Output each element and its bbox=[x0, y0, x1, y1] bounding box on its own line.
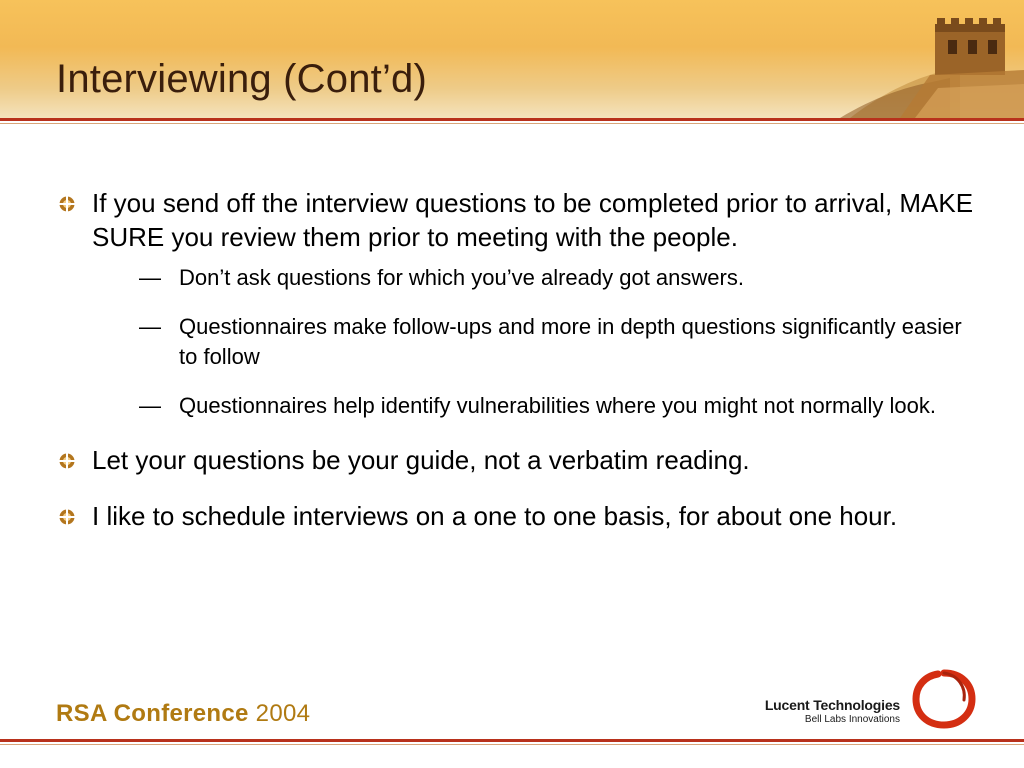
great-wall-image bbox=[840, 0, 1024, 118]
slide-title: Interviewing (Cont’d) bbox=[56, 57, 428, 101]
header-divider-thin bbox=[0, 123, 1024, 124]
company-name: Lucent Technologies bbox=[764, 697, 900, 713]
bullet-item bbox=[56, 499, 976, 533]
rsa-wordmark: RSA bbox=[56, 700, 107, 727]
gear-bullet-icon bbox=[58, 452, 76, 470]
sub-bullet-item bbox=[92, 263, 976, 293]
footer-divider bbox=[0, 739, 1024, 742]
bullet-list bbox=[56, 186, 976, 533]
sub-bullet-item bbox=[92, 312, 976, 372]
dash-marker: — bbox=[139, 393, 161, 418]
footer-divider-thin bbox=[0, 744, 1024, 745]
lucent-logo-text bbox=[740, 697, 900, 725]
sub-bullet-text: Questionnaires make follow-ups and more in depth questions significantly easier to follow bbox=[179, 314, 962, 369]
header-divider bbox=[0, 118, 1024, 121]
bullet-text: If you send off the interview questions to be completed prior to arrival, MAKE SURE you review them prior to meeting with the people. bbox=[92, 188, 974, 252]
lucent-innovation-ring-icon bbox=[910, 667, 978, 731]
bullet-item bbox=[56, 186, 976, 421]
bullet-text: Let your questions be your guide, not a verbatim reading. bbox=[92, 445, 750, 475]
rsa-conference-logo bbox=[56, 700, 310, 728]
sub-bullet-item bbox=[92, 391, 976, 421]
dash-marker: — bbox=[139, 265, 161, 290]
gear-bullet-icon bbox=[58, 195, 76, 213]
gear-bullet-icon bbox=[58, 508, 76, 526]
sub-bullet-list bbox=[92, 263, 976, 421]
header-banner bbox=[0, 0, 1024, 118]
sub-bullet-text: Don’t ask questions for which you’ve already got answers. bbox=[179, 265, 744, 290]
sub-bullet-text: Questionnaires help identify vulnerabilities where you might not normally look. bbox=[179, 393, 936, 418]
conference-word: Conference bbox=[113, 700, 249, 727]
company-tagline: Bell Labs Innovations bbox=[804, 714, 900, 725]
bullet-text: I like to schedule interviews on a one to one basis, for about one hour. bbox=[92, 501, 898, 531]
bullet-item bbox=[56, 443, 976, 477]
conference-year: 2004 bbox=[255, 700, 311, 727]
dash-marker: — bbox=[139, 314, 161, 339]
